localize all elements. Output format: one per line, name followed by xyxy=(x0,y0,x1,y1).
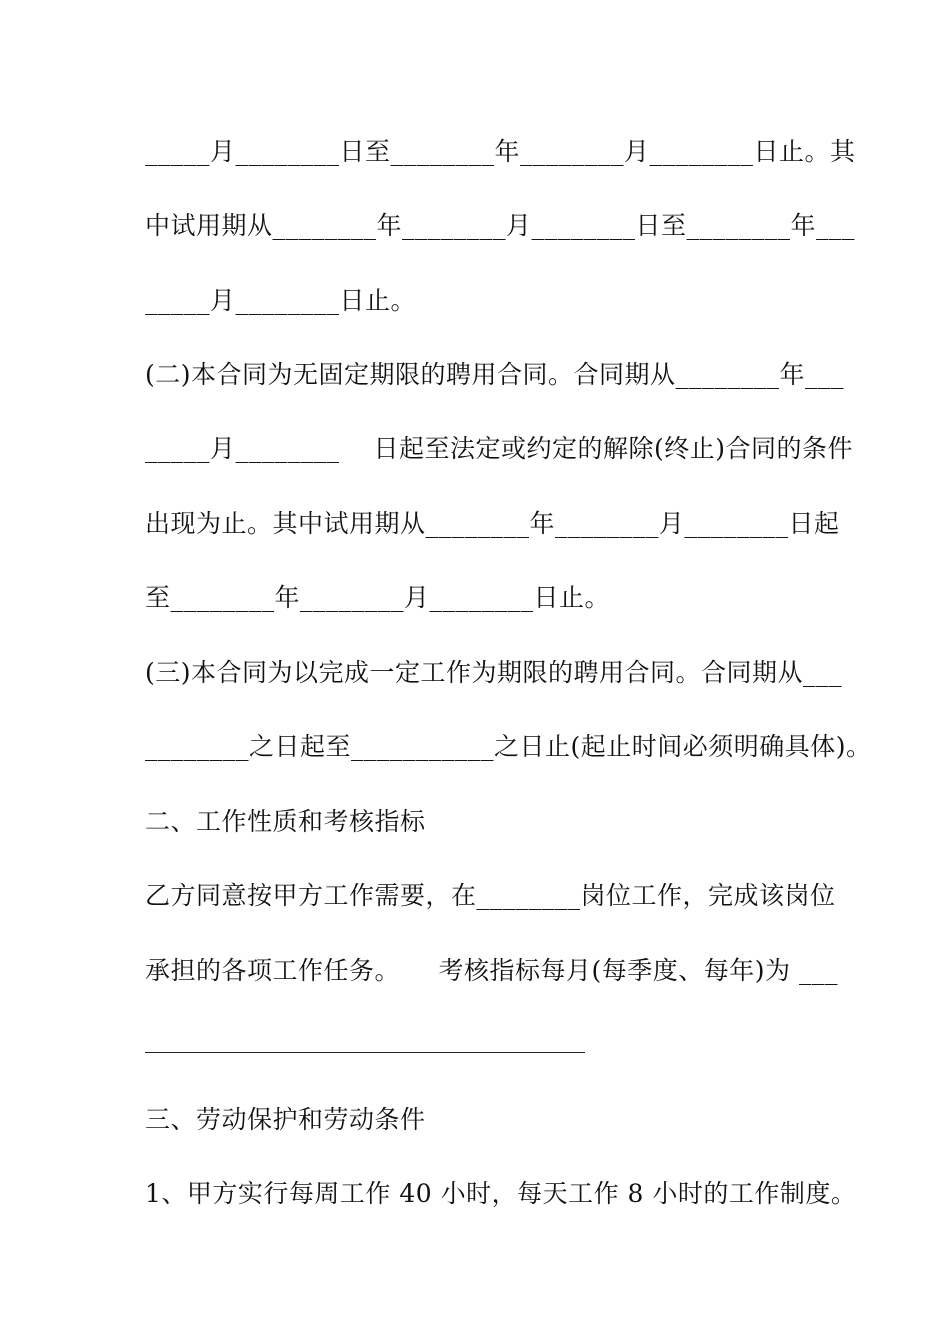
text-line-11: 承担的各项工作任务。 考核指标每月(每季度、每年)为 ___ xyxy=(145,956,838,985)
text-line-3: _____月________日止。 xyxy=(145,286,417,315)
text-line-10: 乙方同意按甲方工作需要，在________岗位工作，完成该岗位 xyxy=(145,881,836,910)
blank-fill-rule xyxy=(145,1052,585,1053)
text-line-8: (三)本合同为以完成一定工作为期限的聘用合同。合同期从___ xyxy=(145,658,843,687)
section-heading-2: 二、工作性质和考核指标 xyxy=(145,807,426,836)
text-line-7: 至________年________月________日止。 xyxy=(145,583,611,612)
text-line-5: _____月________ 日起至法定或约定的解除(终止)合同的条件 xyxy=(145,434,853,463)
text-line-12: 1、甲方实行每周工作 40 小时，每天工作 8 小时的工作制度。 xyxy=(145,1179,857,1208)
section-heading-3: 三、劳动保护和劳动条件 xyxy=(145,1105,426,1134)
text-line-9: ________之日起至___________之日止(起止时间必须明确具体)。 xyxy=(145,732,872,761)
text-line-2: 中试用期从________年________月________日至________年___ xyxy=(145,211,856,240)
text-line-1: _____月________日至________年________月________日止。其 xyxy=(145,137,856,166)
text-line-4: (二)本合同为无固定期限的聘用合同。合同期从________年___ xyxy=(145,360,845,389)
text-line-6: 出现为止。其中试用期从________年________月________日起 xyxy=(145,509,840,538)
